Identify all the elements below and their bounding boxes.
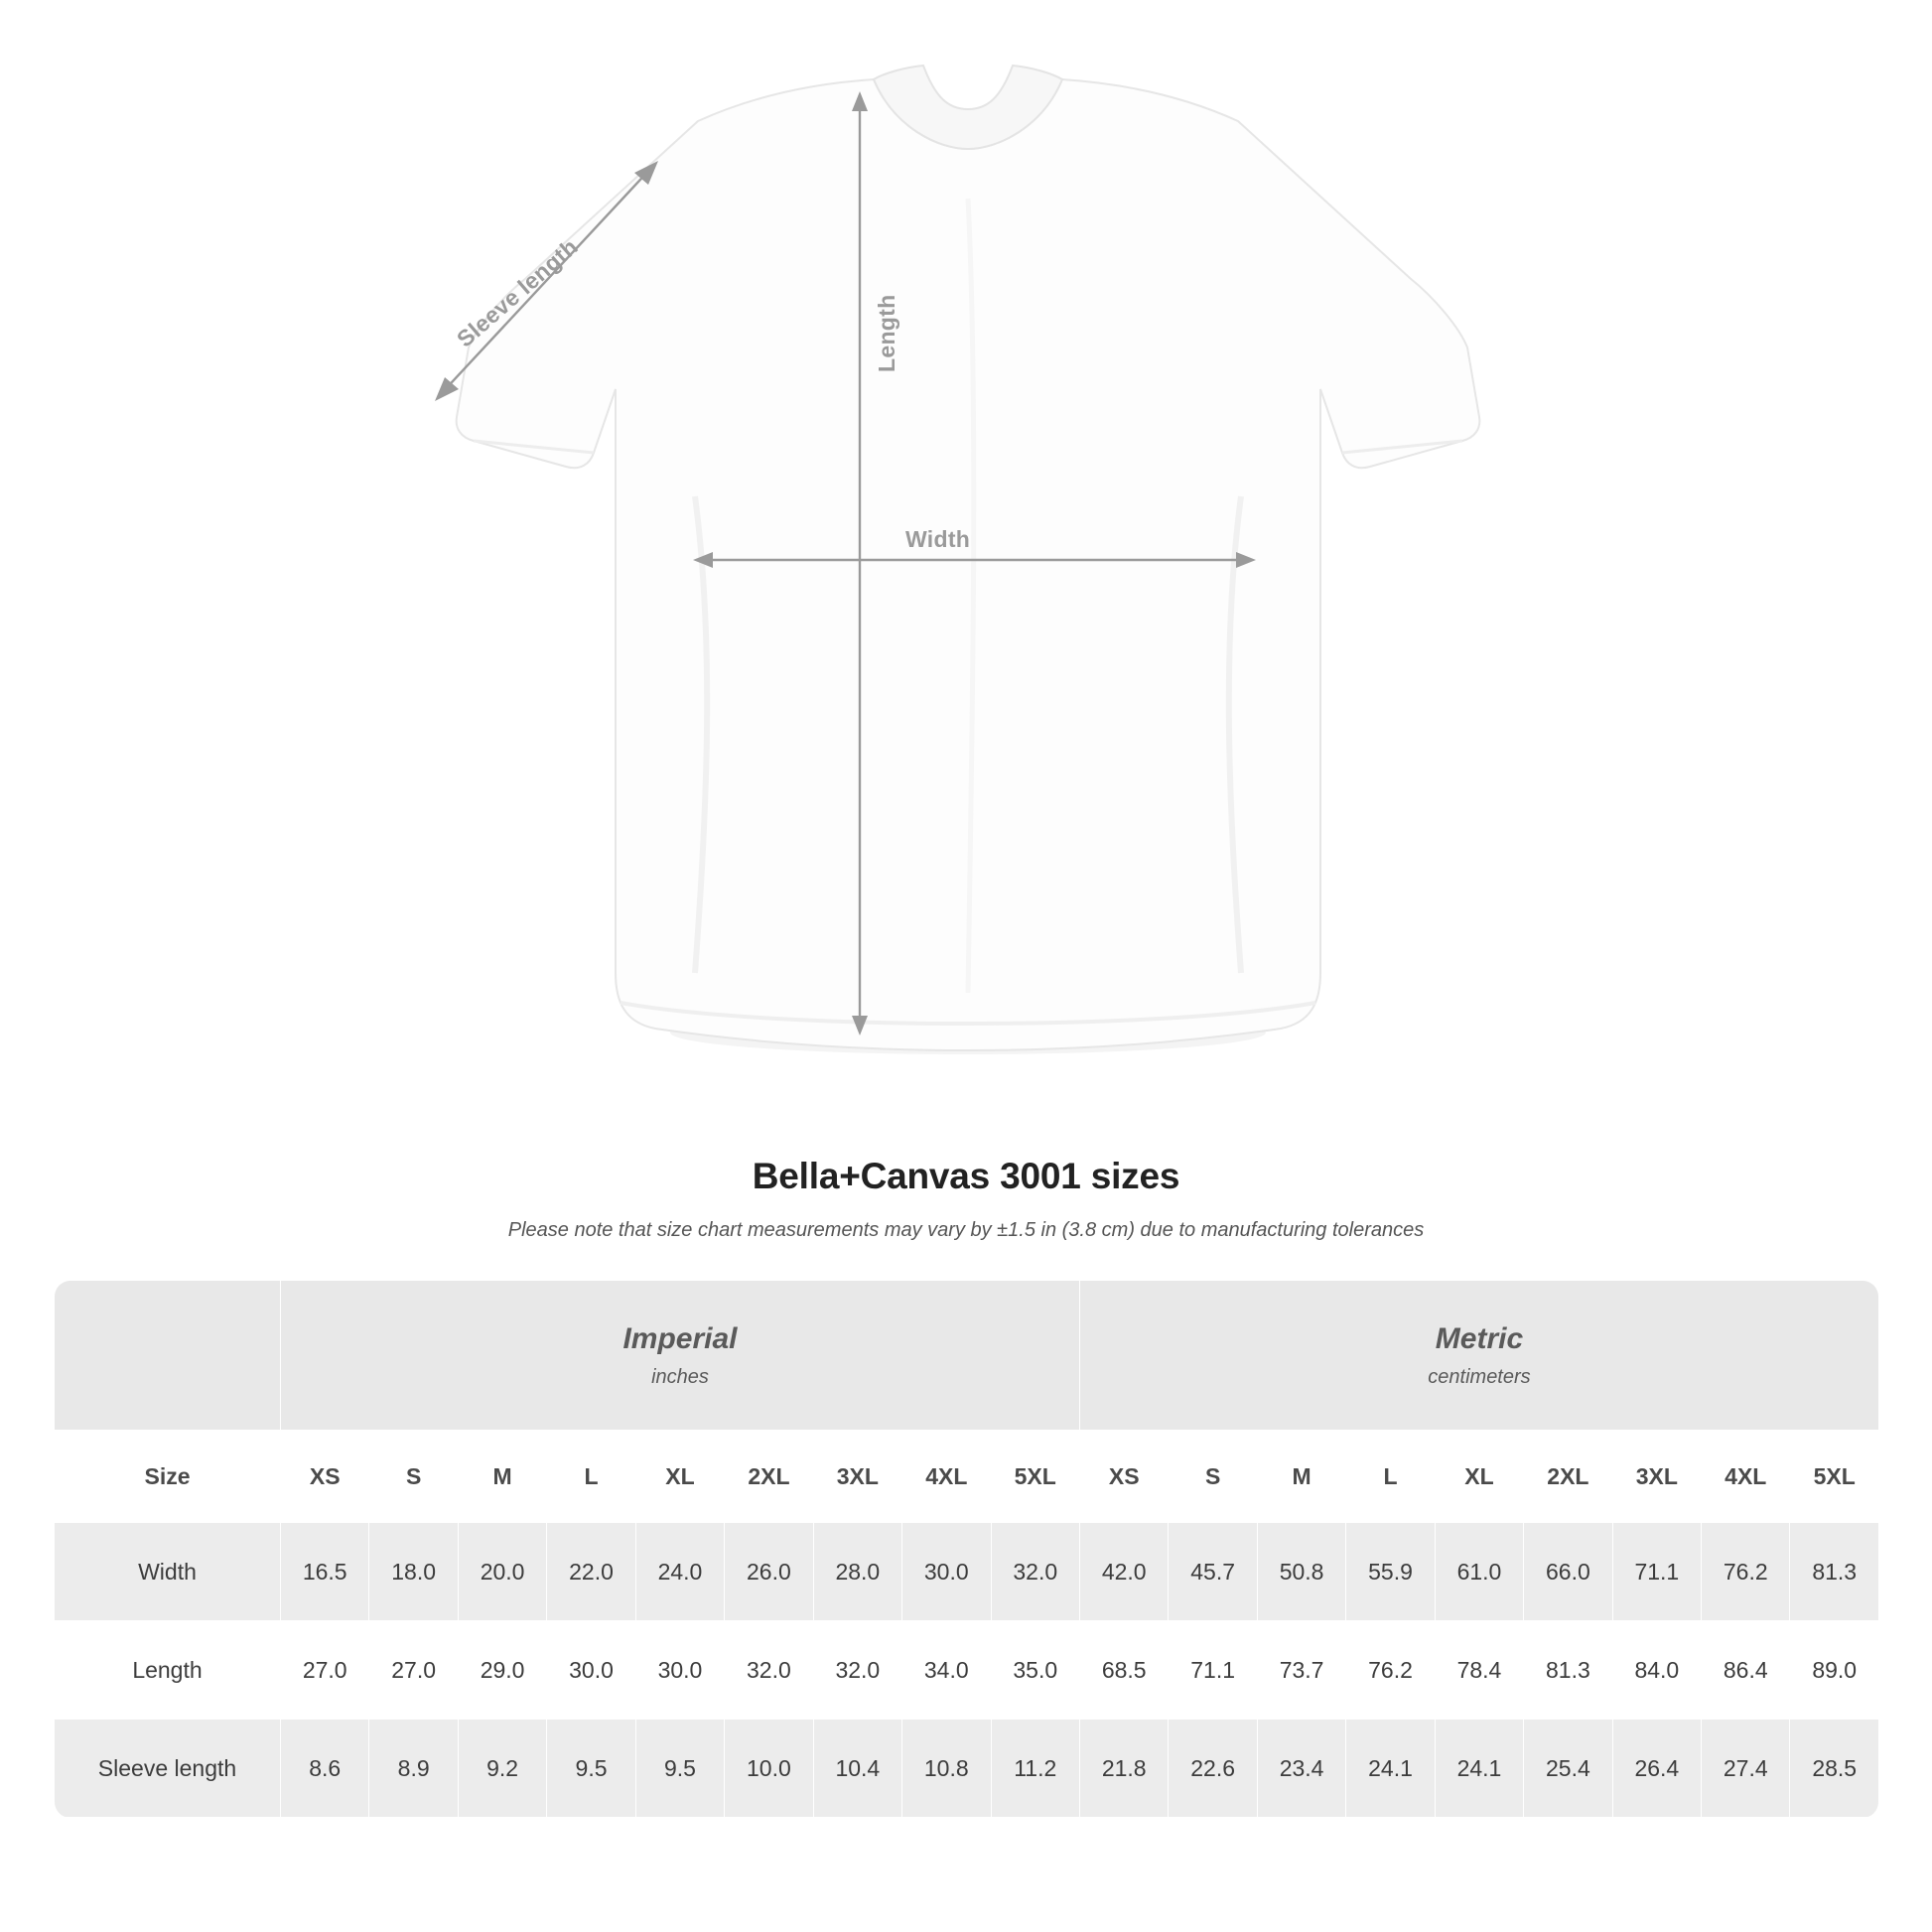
size-row-header: Size [55,1431,281,1523]
size-column-header: XL [1435,1431,1523,1523]
size-header-row [55,1431,1879,1523]
table-cell: 20.0 [458,1523,546,1621]
size-column-header: XS [281,1431,369,1523]
table-cell: 71.1 [1169,1621,1257,1720]
unit-name: Imperial [622,1321,738,1355]
table-cell: 24.0 [635,1523,724,1621]
table-cell: 22.6 [1169,1720,1257,1818]
size-chart-table [54,1280,1879,1818]
table-cell: 30.0 [902,1523,991,1621]
size-column-header: S [1169,1431,1257,1523]
table-cell: 32.0 [813,1621,901,1720]
unit-header-imperial [281,1281,1080,1431]
table-cell: 81.3 [1524,1621,1612,1720]
table-cell: 45.7 [1169,1523,1257,1621]
size-column-header: 3XL [813,1431,901,1523]
table-cell: 27.0 [281,1621,369,1720]
size-column-header: L [1346,1431,1435,1523]
table-cell: 86.4 [1702,1621,1790,1720]
table-cell: 28.0 [813,1523,901,1621]
table-cell: 55.9 [1346,1523,1435,1621]
table-cell: 24.1 [1435,1720,1523,1818]
unit-name: Metric [1435,1321,1524,1355]
table-cell: 61.0 [1435,1523,1523,1621]
table-cell: 76.2 [1346,1621,1435,1720]
unit-sub-label: centimeters [1428,1365,1531,1388]
table-cell: 28.5 [1790,1720,1878,1818]
table-cell: 21.8 [1079,1720,1168,1818]
sleeve-length-dimension-label: Sleeve length [452,233,583,352]
size-column-header: S [369,1431,458,1523]
unit-sub-label: inches [651,1365,709,1388]
table-cell: 76.2 [1702,1523,1790,1621]
table-cell: 11.2 [991,1720,1079,1818]
size-column-header: 4XL [1702,1431,1790,1523]
table-cell: 42.0 [1079,1523,1168,1621]
table-cell: 30.0 [547,1621,635,1720]
table-cell: 8.9 [369,1720,458,1818]
table-cell: 8.6 [281,1720,369,1818]
table-cell: 16.5 [281,1523,369,1621]
table-cell: 10.8 [902,1720,991,1818]
width-dimension-label: Width [905,526,971,552]
table-cell: 35.0 [991,1621,1079,1720]
table-cell: 26.4 [1612,1720,1701,1818]
size-column-header: 5XL [991,1431,1079,1523]
table-cell: 32.0 [991,1523,1079,1621]
table-cell: 18.0 [369,1523,458,1621]
table-cell: 26.0 [725,1523,813,1621]
table-cell: 25.4 [1524,1720,1612,1818]
table-cell: 81.3 [1790,1523,1878,1621]
table-cell: 24.1 [1346,1720,1435,1818]
table-cell: 22.0 [547,1523,635,1621]
size-column-header: M [458,1431,546,1523]
table-cell: 66.0 [1524,1523,1612,1621]
table-cell: 27.0 [369,1621,458,1720]
table-cell: 9.2 [458,1720,546,1818]
table-cell: 34.0 [902,1621,991,1720]
size-column-header: XS [1079,1431,1168,1523]
table-row [55,1621,1879,1720]
table-row [55,1720,1879,1818]
size-column-header: 5XL [1790,1431,1878,1523]
length-dimension-label: Length [874,294,899,372]
table-cell: 10.0 [725,1720,813,1818]
unit-header-row [55,1281,1879,1431]
measurement-tolerance-note: Please note that size chart measurements may vary by ±1.5 in (3.8 cm) due to manufacturing tolerances [507,1219,1425,1241]
size-chart-table-wrapper [54,1280,1878,1818]
table-cell: 78.4 [1435,1621,1523,1720]
table-cell: 9.5 [547,1720,635,1818]
table-cell: 27.4 [1702,1720,1790,1818]
title-block [0,1156,1932,1242]
table-cell: 50.8 [1257,1523,1345,1621]
table-cell: 71.1 [1612,1523,1701,1621]
size-column-header: 4XL [902,1431,991,1523]
row-header-width: Width [55,1523,281,1621]
table-cell: 23.4 [1257,1720,1345,1818]
size-column-header: 3XL [1612,1431,1701,1523]
size-column-header: L [547,1431,635,1523]
row-header-sleeve-length: Sleeve length [55,1720,281,1818]
page-title: Bella+Canvas 3001 sizes [752,1156,1180,1196]
table-cell: 29.0 [458,1621,546,1720]
size-column-header: M [1257,1431,1345,1523]
table-corner-cell [55,1281,281,1431]
size-column-header: 2XL [1524,1431,1612,1523]
table-cell: 9.5 [635,1720,724,1818]
unit-header-metric [1079,1281,1878,1431]
table-cell: 84.0 [1612,1621,1701,1720]
row-header-length: Length [55,1621,281,1720]
table-cell: 73.7 [1257,1621,1345,1720]
table-row [55,1523,1879,1621]
size-column-header: 2XL [725,1431,813,1523]
table-cell: 30.0 [635,1621,724,1720]
table-cell: 10.4 [813,1720,901,1818]
table-cell: 68.5 [1079,1621,1168,1720]
size-column-header: XL [635,1431,724,1523]
table-cell: 32.0 [725,1621,813,1720]
table-cell: 89.0 [1790,1621,1878,1720]
